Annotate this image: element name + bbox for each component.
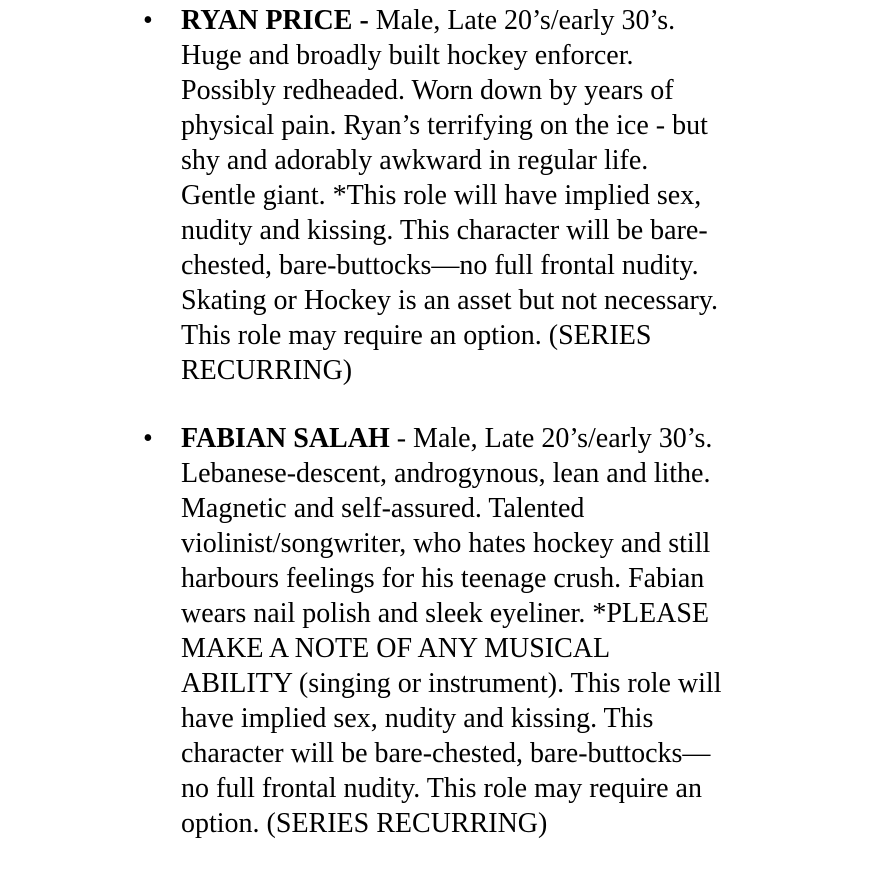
text-line: character will be bare-chested, bare-buttocks— [181,738,711,769]
text-line: chested, bare-buttocks—no full frontal nudity. [181,250,699,281]
text-line: Gentle giant. *This role will have implied sex, [181,180,702,211]
text-line: This role may require an option. (SERIES [181,320,652,351]
text-line: Huge and broadly built hockey enforcer. [181,40,634,71]
text-line [181,421,722,456]
character-name: FABIAN SALAH [181,423,390,454]
character-role-item [143,3,870,388]
text-line [181,3,718,38]
text-line: MAKE A NOTE OF ANY MUSICAL [181,633,611,664]
text-line: Possibly redheaded. Worn down by years of [181,75,674,106]
text-line: nudity and kissing. This character will be bare- [181,215,708,246]
text-line: Skating or Hockey is an asset but not necessary. [181,285,719,316]
text-line: ABILITY (singing or instrument). This role will [181,668,722,699]
text-line: violinist/songwriter, who hates hockey and still [181,528,711,559]
text-line: Lebanese-descent, androgynous, lean and lithe. [181,458,711,489]
character-headline: - Male, Late 20’s/early 30’s. [389,423,713,454]
text-line: no full frontal nudity. This role may require an [181,773,702,804]
text-line: RECURRING) [181,355,353,386]
bullet-marker: • [143,423,153,454]
character-role-description [181,421,722,841]
text-line: physical pain. Ryan’s terrifying on the ice - but [181,110,708,141]
character-roles-list [143,3,870,841]
text-line: wears nail polish and sleek eyeliner. *PLEASE [181,598,709,629]
character-headline: Male, Late 20’s/early 30’s. [368,5,676,36]
character-role-item [143,421,870,841]
character-role-description [181,3,718,388]
text-line: Magnetic and self-assured. Talented [181,493,585,524]
text-line: option. (SERIES RECURRING) [181,808,548,839]
bullet-marker: • [143,5,153,36]
text-line: shy and adorably awkward in regular life. [181,145,649,176]
text-line: have implied sex, nudity and kissing. This [181,703,654,734]
character-name: RYAN PRICE - [181,5,369,36]
text-line: harbours feelings for his teenage crush. Fabian [181,563,705,594]
